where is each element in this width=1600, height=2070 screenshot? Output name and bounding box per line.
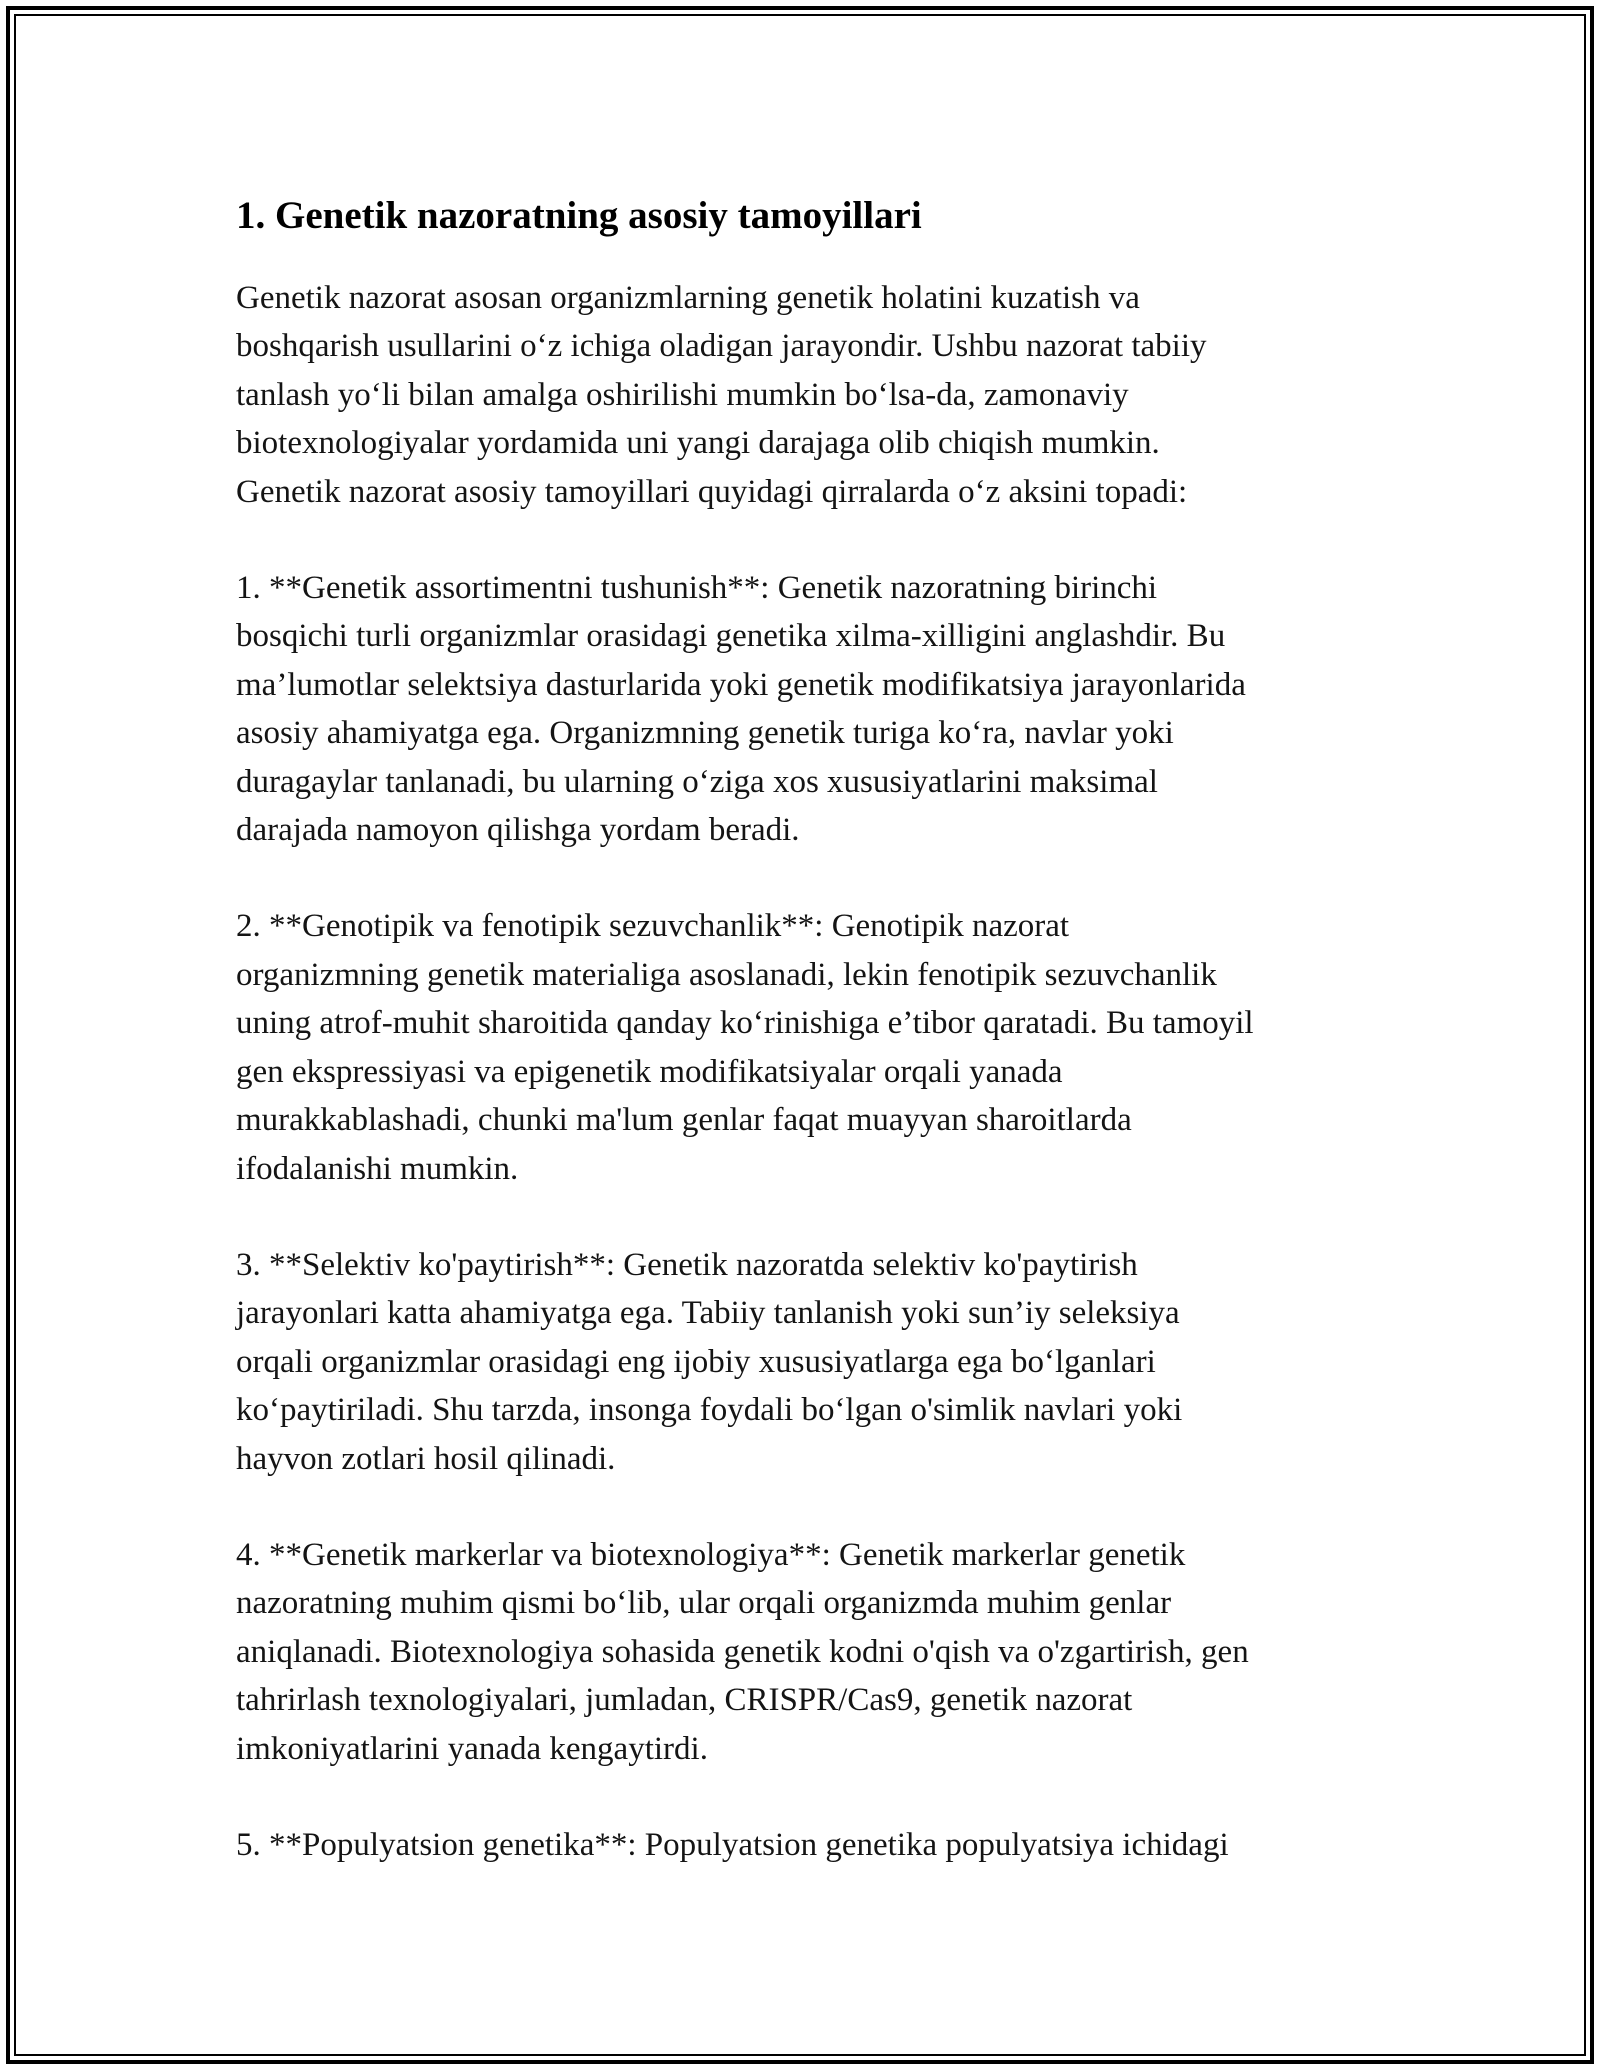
section-heading: 1. Genetik nazoratning asosiy tamoyillari xyxy=(236,194,922,237)
list-item-3: 3. **Selektiv ko'paytirish**: Genetik nazoratda selektiv ko'paytirish jarayonlari katta ahamiyatga ega. Tabiiy tanlanish yoki sun’iy seleksiya orqali organizmlar orasidagi eng ijobiy xususiyatlarga ega bo‘lganlari ko‘paytiriladi. Shu tarzda, insonga foydali bo‘lgan o'simlik navlari yoki hayvon zotlari hosil qilinadi. xyxy=(236,1246,1183,1477)
list-item-5: 5. **Populyatsion genetika**: Populyatsion genetika populyatsiya ichidagi xyxy=(236,1826,1229,1863)
document-body xyxy=(236,188,1376,1917)
list-item-2: 2. **Genotipik va fenotipik sezuvchanlik**: Genotipik nazorat organizmning genetik materialiga asoslanadi, lekin fenotipik sezuvchanlik uning atrof-muhit sharoitida qanday ko‘rinishiga e’tibor qaratadi. Bu tamoyil gen ekspressiyasi va epigenetik modifikatsiyalar orqali yanada murakkablashadi, chunki ma'lum genlar faqat muayyan sharoitlarda ifodalanishi mumkin. xyxy=(236,908,1254,1187)
list-item-1: 1. **Genetik assortimentni tushunish**: Genetik nazoratning birinchi bosqichi turli organizmlar orasidagi genetika xilma-xilligini anglashdir. Bu ma’lumotlar selektsiya dasturlarida yoki genetik modifikatsiya jarayonlarida asosiy ahamiyatga ega. Organizmning genetik turiga ko‘ra, navlar yoki duragaylar tanlanadi, bu ularning o‘ziga xos xususiyatlarini maksimal darajada namoyon qilishga yordam beradi. xyxy=(236,570,1246,849)
intro-paragraph: Genetik nazorat asosan organizmlarning genetik holatini kuzatish va boshqarish usullarini o‘z ichiga oladigan jarayondir. Ushbu nazorat tabiiy tanlash yo‘li bilan amalga oshirilishi mumkin bo‘lsa-da, zamonaviy biotexnologiyalar yordamida uni yangi darajaga olib chiqish mumkin. Genetik nazorat asosiy tamoyillari quyidagi qirralarda o‘z aksini topadi: xyxy=(236,280,1207,510)
list-item-4: 4. **Genetik markerlar va biotexnologiya**: Genetik markerlar genetik nazoratning muhim qismi bo‘lib, ular orqali organizmda muhim genlar aniqlanadi. Biotexnologiya sohasida genetik kodni o'qish va o'zgartirish, gen tahrirlash texnologiyalari, jumladan, CRISPR/Cas9, genetik nazorat imkoniyatlarini yanada kengaytirdi. xyxy=(236,1536,1249,1767)
